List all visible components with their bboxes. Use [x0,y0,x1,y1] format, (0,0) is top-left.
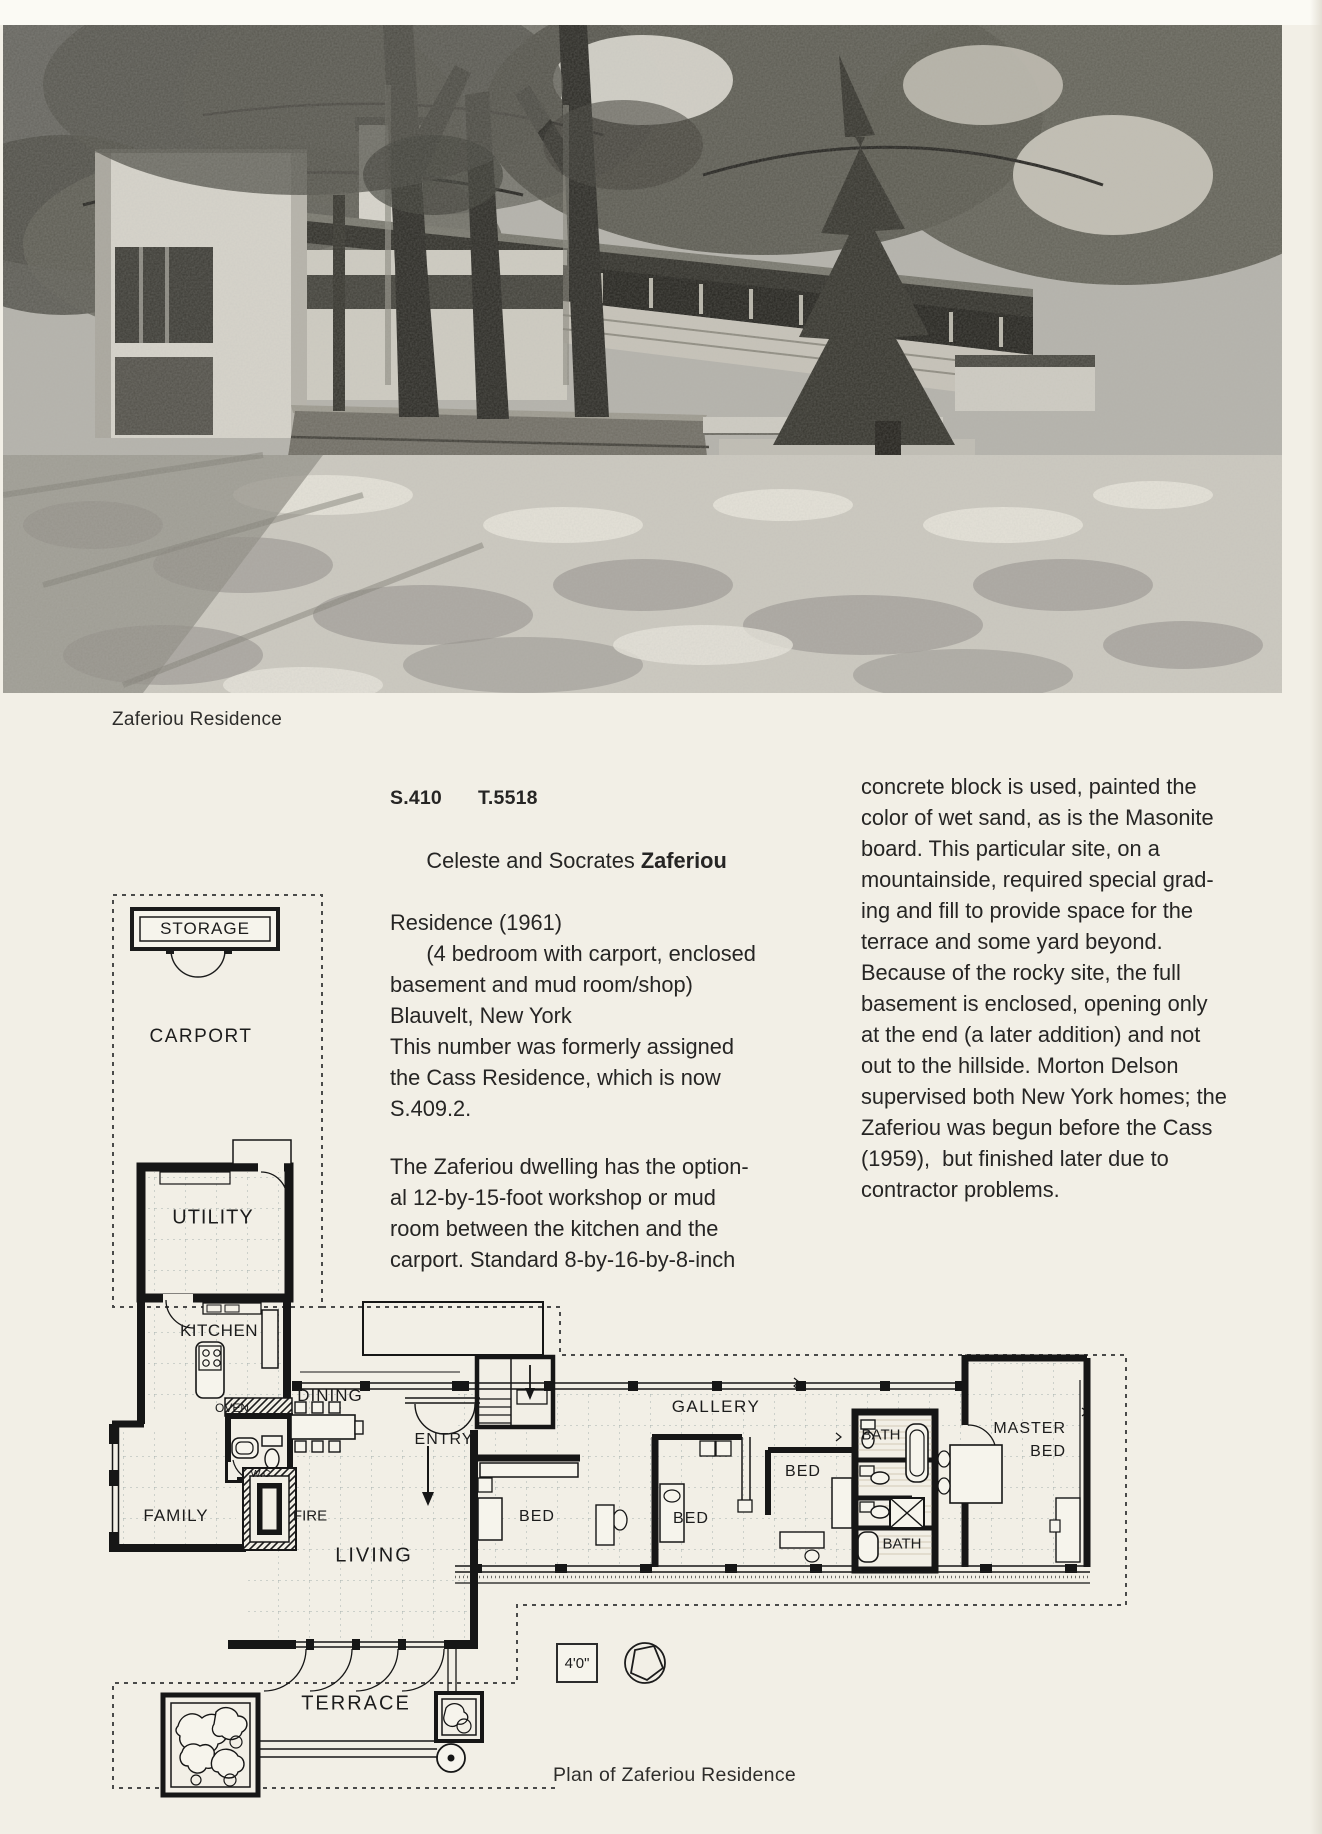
text-line: The Zaferiou dwelling has the option- [390,1154,749,1179]
master-label-line2: BED [1030,1443,1066,1460]
room-label-gallery: GALLERY [671,1397,761,1416]
terrace [163,1649,482,1795]
text-line: basement is enclosed, opening only [861,991,1208,1016]
title-regular: Celeste and Socrates [426,848,641,873]
page-edge-shading [1310,0,1322,1834]
room-label-entry: ENTRY [414,1431,474,1448]
house-photo-art [3,25,1282,693]
fireplace [243,1468,296,1550]
room-label-oven: OVEN [214,1401,250,1415]
house-photo [3,25,1282,693]
room-label-bed2: BED [673,1510,709,1527]
t-number: T.5518 [477,787,538,809]
text-line: out to the hillside. Morton Delson [861,1053,1179,1078]
room-label-family: FAMILY [143,1506,209,1525]
text-line: concrete block is used, painted the [861,774,1197,799]
room-label-bath2: BATH [882,1535,922,1553]
page-top-margin [0,0,1322,25]
text-line: al 12-by-15-foot workshop or mud [390,1185,716,1210]
room-label-dining: DINING [297,1386,363,1405]
catalog-reference [390,783,860,814]
text-line: board. This particular site, on a [861,836,1160,861]
text-line: at the end (a later addition) and not [861,1022,1201,1047]
photo-grain-overlay [3,25,1282,693]
room-label-bed1: BED [519,1508,555,1525]
room-label-bath1: BATH [861,1426,901,1444]
text-line: Zaferiou was begun before the Cass [861,1115,1213,1140]
text-line: the Cass Residence, which is now [390,1065,721,1090]
master-label-line1: MASTER [993,1420,1066,1437]
text-line: basement and mud room/shop) [390,972,693,997]
text-line: color of wet sand, as is the Masonite [861,805,1214,830]
room-label-terrace: TERRACE [301,1692,411,1715]
scale-marker: 4'0" [556,1643,598,1683]
room-label-living: LIVING [335,1544,413,1567]
text-line: room between the kitchen and the [390,1216,719,1241]
text-line: (4 bedroom with carport, enclosed [390,941,756,966]
text-line: This number was formerly assigned [390,1034,735,1059]
text-line: terrace and some yard beyond. [861,929,1163,954]
room-label-kitchen: KITCHEN [179,1321,259,1340]
room-label-wc: W.C. [250,1468,274,1480]
room-label-master-bed [948,1417,1066,1463]
text-line: S.409.2. [390,1096,472,1121]
text-line: contractor problems. [861,1177,1060,1202]
catalog-number: S.410 [390,787,442,809]
text-line: carport. Standard 8-by-16-by-8-inch [390,1247,736,1272]
room-label-carport: CARPORT [149,1026,253,1047]
text-line: mountainside, required special grad- [861,867,1214,892]
photo-caption: Zaferiou Residence [112,709,283,730]
room-label-storage: STORAGE [160,919,250,938]
text-line: Because of the rocky site, the full [861,960,1181,985]
plan-caption: Plan of Zaferiou Residence [553,1764,797,1786]
article-title-line2: Residence (1961) [390,910,563,935]
text-line: (1959), but finished later due to [861,1146,1169,1171]
room-label-bed3: BED [785,1463,821,1480]
text-line: supervised both New York homes; the [861,1084,1227,1109]
room-label-fire: FIRE [292,1507,328,1525]
north-arrow-icon [625,1643,665,1683]
title-bold-name: Zaferiou [640,848,727,873]
room-label-utility: UTILITY [172,1206,254,1229]
floor-plan-drawing [0,880,1322,1834]
text-line: ing and fill to provide space for the [861,898,1193,923]
text-line: Blauvelt, New York [390,1003,572,1028]
